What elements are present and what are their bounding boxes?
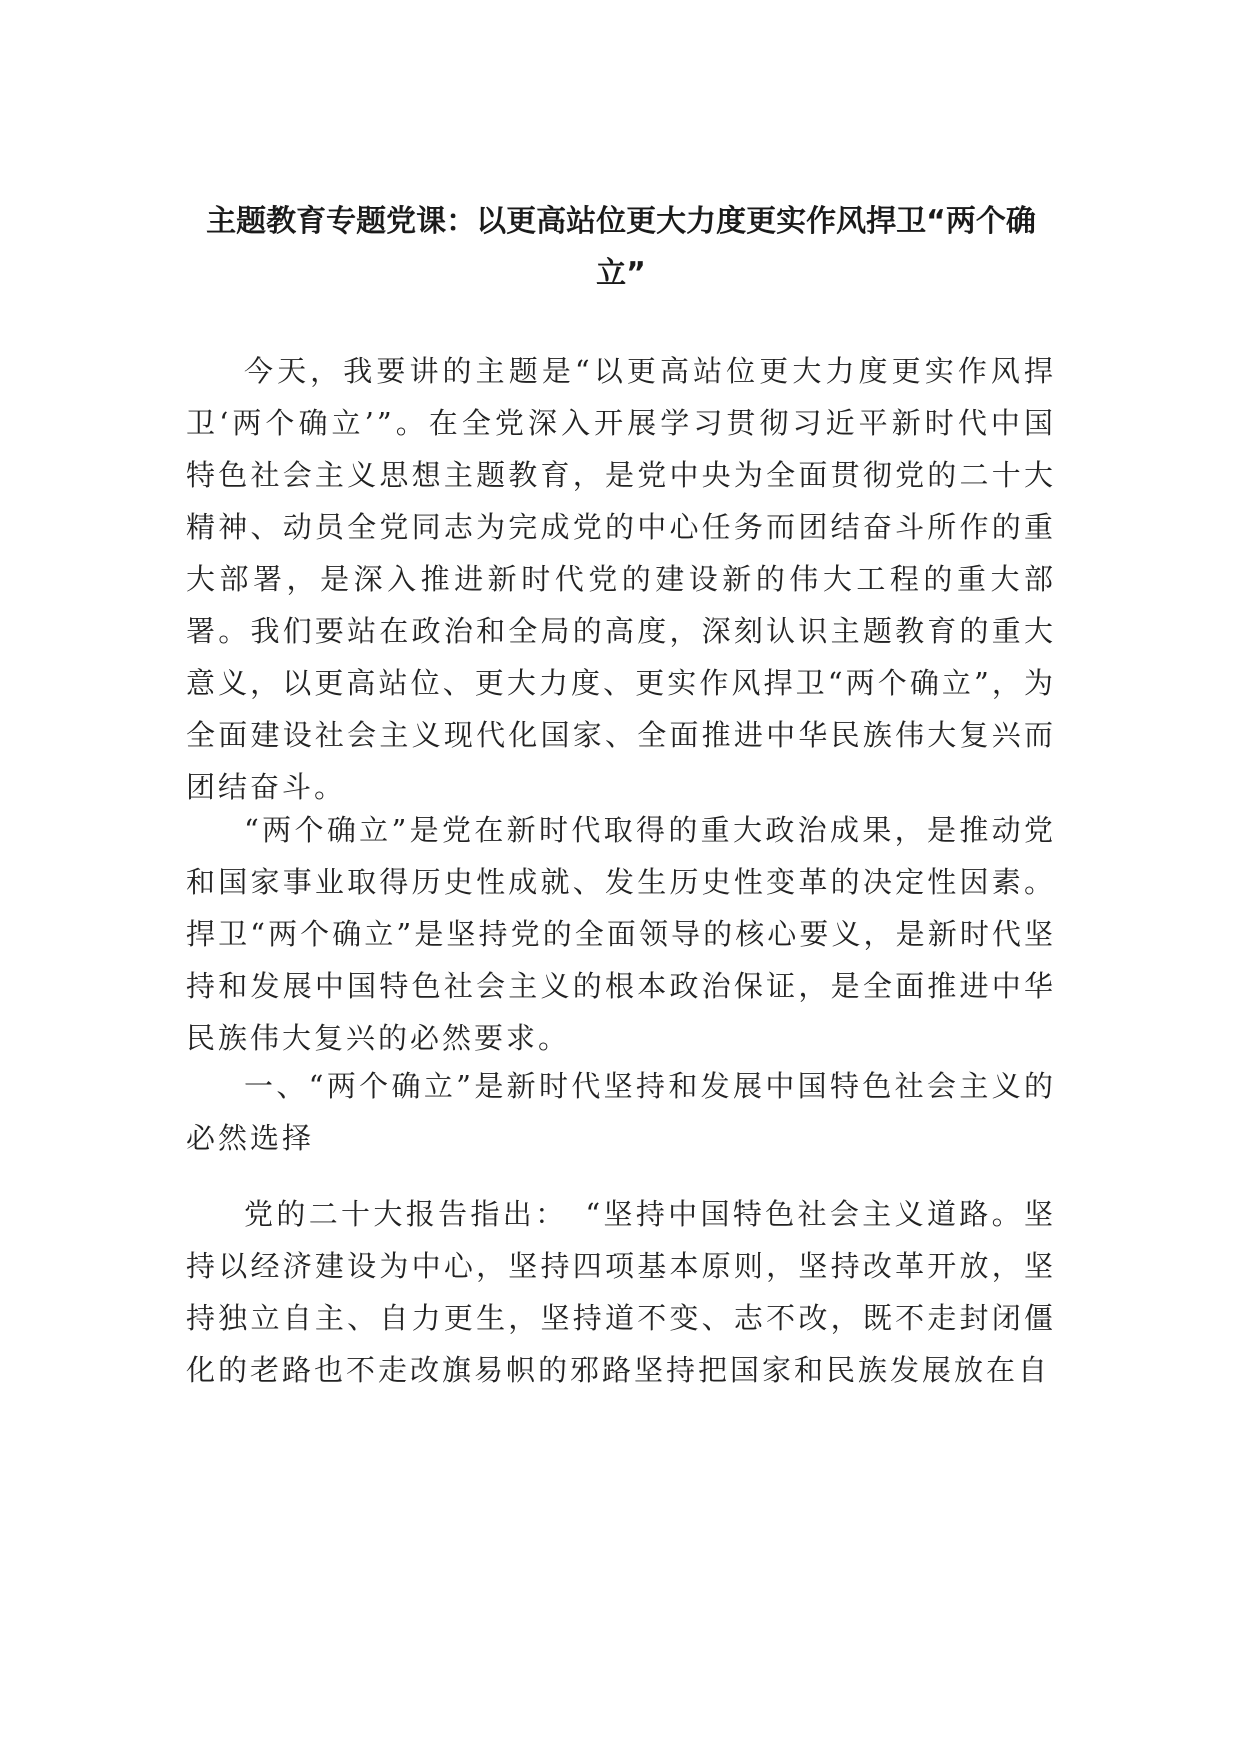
section-heading-one: 一、“两个确立”是新时代坚持和发展中国特色社会主义的必然选择 xyxy=(186,1069,1056,1155)
paragraph-two-establishments: “两个确立”是党在新时代取得的重大政治成果，是推动党和国家事业取得历史性成就、发生历史性变革的决定性因素。捍卫“两个确立”是坚持党的全面领导的核心要义，是新时代坚持和发展中国特色社会主义的根本政治保证，是全面推进中华民族伟大复兴的必然要求。 xyxy=(186,813,1056,1055)
paragraph-report-quote: 党的二十大报告指出： “坚持中国特色社会主义道路。坚持以经济建设为中心，坚持四项基本原则，坚持改革开放，坚持独立自主、自力更生，坚持道不变、志不改，既不走封闭僵化的老路也不走改旗易帜的邪路坚持把国家和民族发展放在自 xyxy=(186,1197,1056,1387)
paragraph-intro: 今天，我要讲的主题是“以更高站位更大力度更实作风捍卫‘两个确立’”。在全党深入开展学习贯彻习近平新时代中国特色社会主义思想主题教育，是党中央为全面贯彻党的二十大精神、动员全党同志为完成党的中心任务而团结奋斗所作的重大部署，是深入推进新时代党的建设新的伟大工程的重大部署。我们要站在政治和全局的高度，深刻认识主题教育的重大意义，以更高站位、更大力度、更实作风捍卫“两个确立”，为全面建设社会主义现代化国家、全面推进中华民族伟大复兴而团结奋斗。 xyxy=(186,354,1056,804)
document-title: 主题教育专题党课：以更高站位更大力度更实作风捍卫“两个确立” xyxy=(206,204,1036,291)
